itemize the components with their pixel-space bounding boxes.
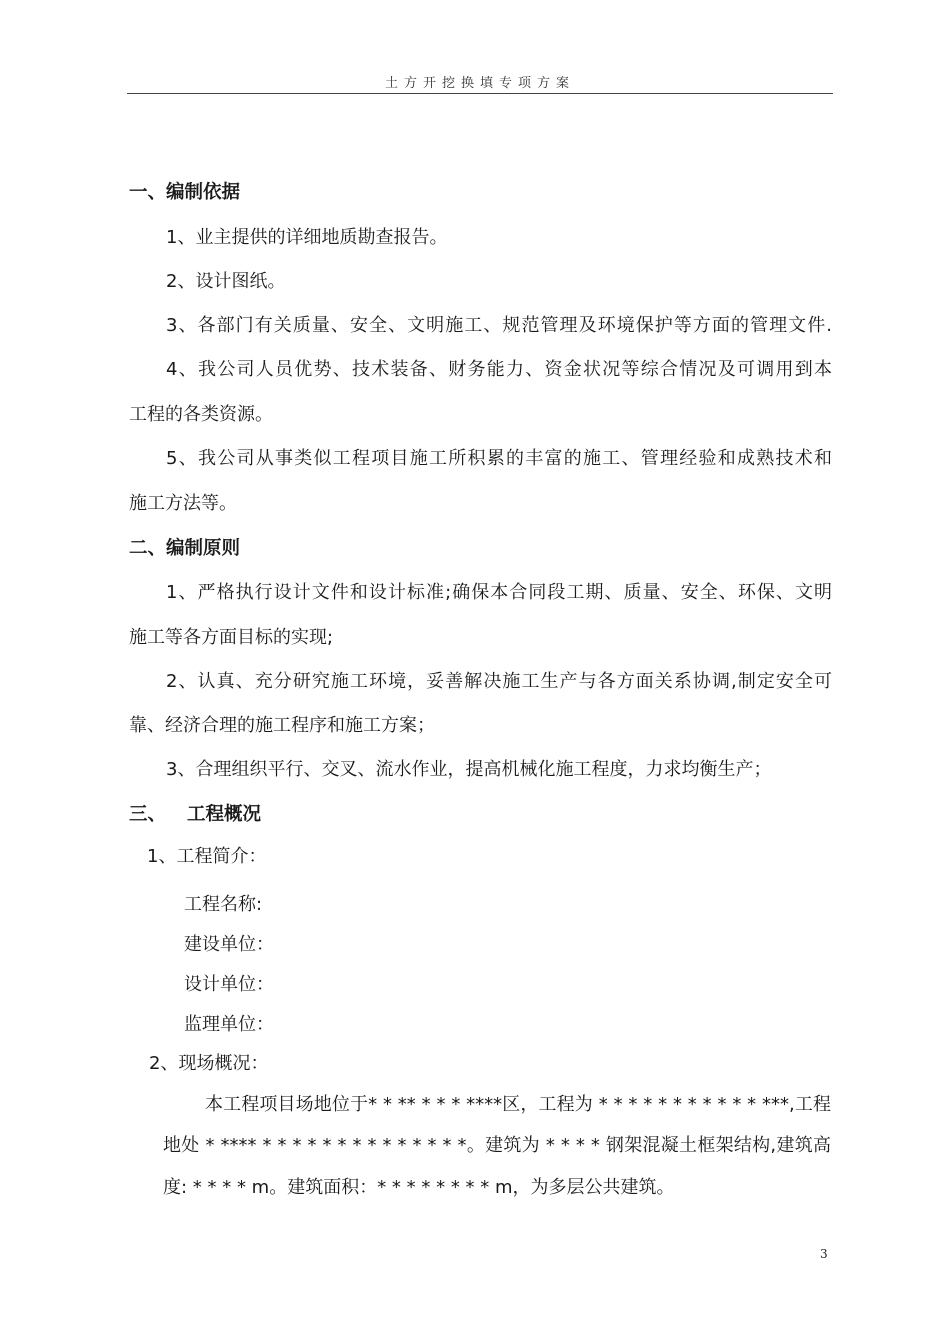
basis-item-2: 2、设计图纸。 <box>166 271 286 292</box>
field-owner: 建设单位： <box>184 934 274 955</box>
running-header: 土方开挖换填专项方案 <box>384 76 575 91</box>
principle-item-3: 3、合理组织平行、交叉、流水作业，提高机械化施工程度，力求均衡生产； <box>166 759 772 780</box>
principle-item-2: 2、认真、充分研究施工环境，妥善解决施工生产与各方面关系协调,制定安全可 <box>166 671 832 692</box>
principle-item-2-cont: 靠、经济合理的施工程序和施工方案； <box>129 715 435 736</box>
section-heading-basis: 一、编制依据 <box>129 182 241 203</box>
principle-item-1-cont: 施工等各方面目标的实现; <box>129 627 334 648</box>
field-designer: 设计单位： <box>184 974 274 995</box>
basis-item-1: 1、业主提供的详细地质勘查报告。 <box>166 227 448 248</box>
site-line-3: 度: * * * * m。建筑面积：* * * * * * * * m，为多层公共建筑。 <box>163 1177 675 1198</box>
basis-item-5: 5、我公司从事类似工程项目施工所积累的丰富的施工、管理经验和成熟技术和 <box>166 448 832 469</box>
section-heading-principles: 二、编制原则 <box>129 538 241 559</box>
basis-item-4-cont: 工程的各类资源。 <box>129 404 273 425</box>
site-line-1: 本工程项目场地位于* * ** * * * ****区，工程为 * * * * * * * * * * * ***,工程 <box>205 1094 831 1115</box>
header-divider <box>127 93 833 94</box>
basis-item-5-cont: 施工方法等。 <box>129 493 237 514</box>
principle-item-1: 1、严格执行设计文件和设计标准;确保本合同段工期、质量、安全、环保、文明 <box>166 582 832 603</box>
project-intro-title: 1、工程简介： <box>147 846 267 867</box>
site-overview-title: 2、现场概况： <box>149 1053 269 1074</box>
section-heading-number: 三、 <box>129 804 167 825</box>
basis-item-3: 3、各部门有关质量、安全、文明施工、规范管理及环境保护等方面的管理文件. <box>166 315 832 336</box>
field-supervisor: 监理单位： <box>184 1014 274 1035</box>
page-number: 3 <box>820 1247 828 1261</box>
site-line-2: 地处 * **** * * * * * * * * * * * * * *。建筑为 * * * * 钢架混凝土框架结构,建筑高 <box>163 1135 831 1156</box>
field-project-name: 工程名称: <box>184 894 263 915</box>
basis-item-4: 4、我公司人员优势、技术装备、财务能力、资金状况等综合情况及可调用到本 <box>166 359 832 380</box>
section-heading-overview: 工程概况 <box>187 804 262 825</box>
